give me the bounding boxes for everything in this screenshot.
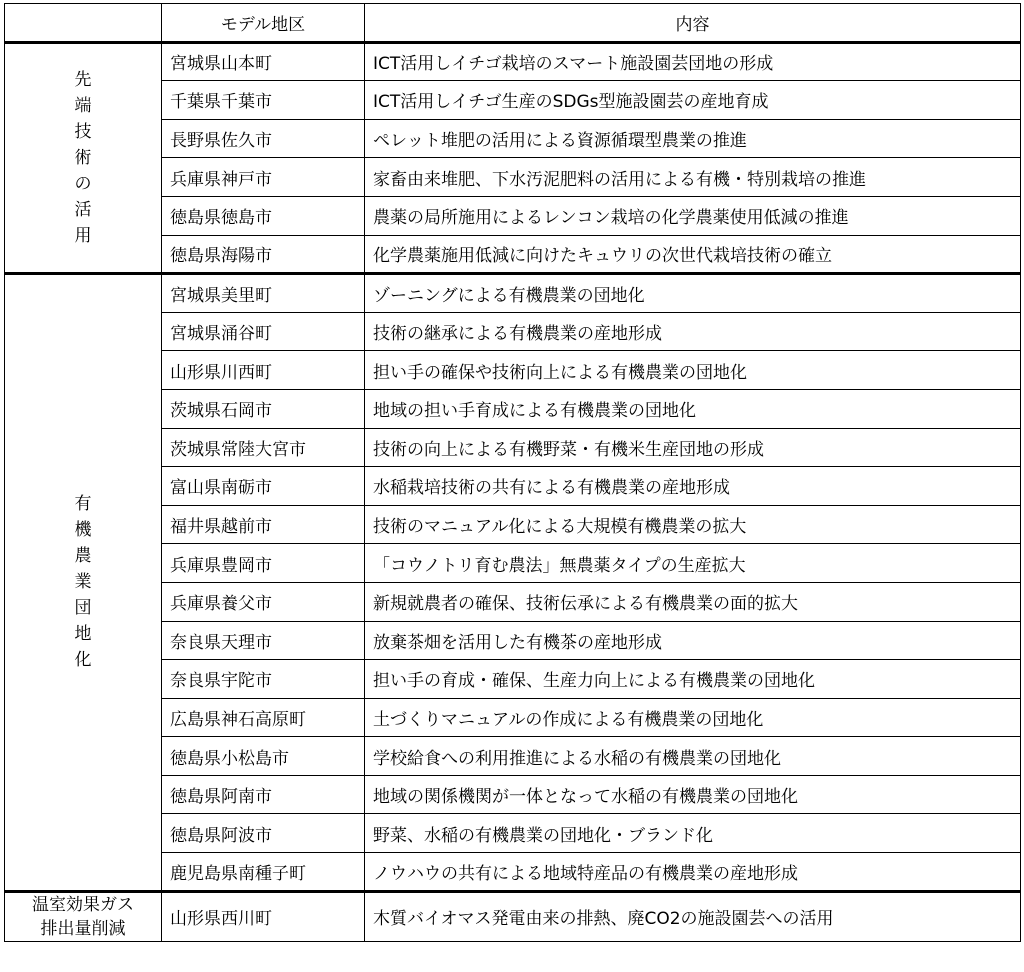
content-cell: 担い手の確保や技術向上による有機農業の団地化 <box>365 351 1021 390</box>
header-row <box>5 4 1021 43</box>
area-cell: 山形県西川町 <box>162 891 365 941</box>
category-label-line: 温室効果ガス <box>32 894 134 915</box>
area-cell: 福井県越前市 <box>162 505 365 544</box>
content-cell: ICT活用しイチゴ生産のSDGs型施設園芸の産地育成 <box>365 81 1021 120</box>
area-cell: 徳島県阿南市 <box>162 775 365 814</box>
content-cell: 地域の関係機関が一体となって水稲の有機農業の団地化 <box>365 775 1021 814</box>
category-organic-farming <box>5 274 162 892</box>
area-cell: 千葉県千葉市 <box>162 81 365 120</box>
area-cell: 宮城県涌谷町 <box>162 312 365 351</box>
area-cell: 奈良県天理市 <box>162 621 365 660</box>
table-row <box>5 274 1021 313</box>
area-cell: 徳島県徳島市 <box>162 196 365 235</box>
area-cell: 兵庫県神戸市 <box>162 158 365 197</box>
area-cell: 徳島県海陽市 <box>162 235 365 274</box>
area-cell: 徳島県小松島市 <box>162 737 365 776</box>
content-cell: 技術の向上による有機野菜・有機米生産団地の形成 <box>365 428 1021 467</box>
area-cell: 鹿児島県南種子町 <box>162 853 365 892</box>
area-cell: 茨城県常陸大宮市 <box>162 428 365 467</box>
header-content: 内容 <box>365 4 1021 43</box>
area-cell: 山形県川西町 <box>162 351 365 390</box>
content-cell: 放棄茶畑を活用した有機茶の産地形成 <box>365 621 1021 660</box>
content-cell: ゾーニングによる有機農業の団地化 <box>365 274 1021 313</box>
content-cell: 技術の継承による有機農業の産地形成 <box>365 312 1021 351</box>
content-cell: 家畜由来堆肥、下水汚泥肥料の活用による有機・特別栽培の推進 <box>365 158 1021 197</box>
content-cell: 土づくりマニュアルの作成による有機農業の団地化 <box>365 698 1021 737</box>
content-cell: 学校給食への利用推進による水稲の有機農業の団地化 <box>365 737 1021 776</box>
content-cell: 新規就農者の確保、技術伝承による有機農業の面的拡大 <box>365 582 1021 621</box>
content-cell: 技術のマニュアル化による大規模有機農業の拡大 <box>365 505 1021 544</box>
category-label <box>32 893 134 941</box>
area-cell: 兵庫県養父市 <box>162 582 365 621</box>
content-cell: 水稲栽培技術の共有による有機農業の産地形成 <box>365 467 1021 506</box>
content-cell: ICT活用しイチゴ栽培のスマート施設園芸団地の形成 <box>365 42 1021 81</box>
category-advanced-tech <box>5 42 162 274</box>
table-row <box>5 42 1021 81</box>
content-cell: 化学農薬施用低減に向けたキュウリの次世代栽培技術の確立 <box>365 235 1021 274</box>
category-ghg-reduction <box>5 891 162 941</box>
content-cell: 「コウノトリ育む農法」無農薬タイプの生産拡大 <box>365 544 1021 583</box>
header-corner-cell <box>5 4 162 43</box>
area-cell: 長野県佐久市 <box>162 119 365 158</box>
content-cell: ノウハウの共有による地域特産品の有機農業の産地形成 <box>365 853 1021 892</box>
content-cell: 農薬の局所施用によるレンコン栽培の化学農薬使用低減の推進 <box>365 196 1021 235</box>
content-cell: 担い手の育成・確保、生産力向上による有機農業の団地化 <box>365 660 1021 699</box>
category-label-line: 排出量削減 <box>40 918 126 939</box>
area-cell: 兵庫県豊岡市 <box>162 544 365 583</box>
content-cell: 野菜、水稲の有機農業の団地化・ブランド化 <box>365 814 1021 853</box>
content-cell: 木質バイオマス発電由来の排熱、廃CO2の施設園芸への活用 <box>365 891 1021 941</box>
area-cell: 徳島県阿波市 <box>162 814 365 853</box>
area-cell: 茨城県石岡市 <box>162 389 365 428</box>
area-cell: 奈良県宇陀市 <box>162 660 365 699</box>
category-label: 有機農業団地化 <box>74 494 92 671</box>
area-cell: 広島県神石高原町 <box>162 698 365 737</box>
area-cell: 宮城県山本町 <box>162 42 365 81</box>
model-area-table <box>4 3 1021 942</box>
area-cell: 富山県南砺市 <box>162 467 365 506</box>
category-label: 先端技術の活用 <box>74 69 92 246</box>
table-row <box>5 891 1021 941</box>
header-model-area: モデル地区 <box>162 4 365 43</box>
content-cell: ペレット堆肥の活用による資源循環型農業の推進 <box>365 119 1021 158</box>
area-cell: 宮城県美里町 <box>162 274 365 313</box>
content-cell: 地域の担い手育成による有機農業の団地化 <box>365 389 1021 428</box>
